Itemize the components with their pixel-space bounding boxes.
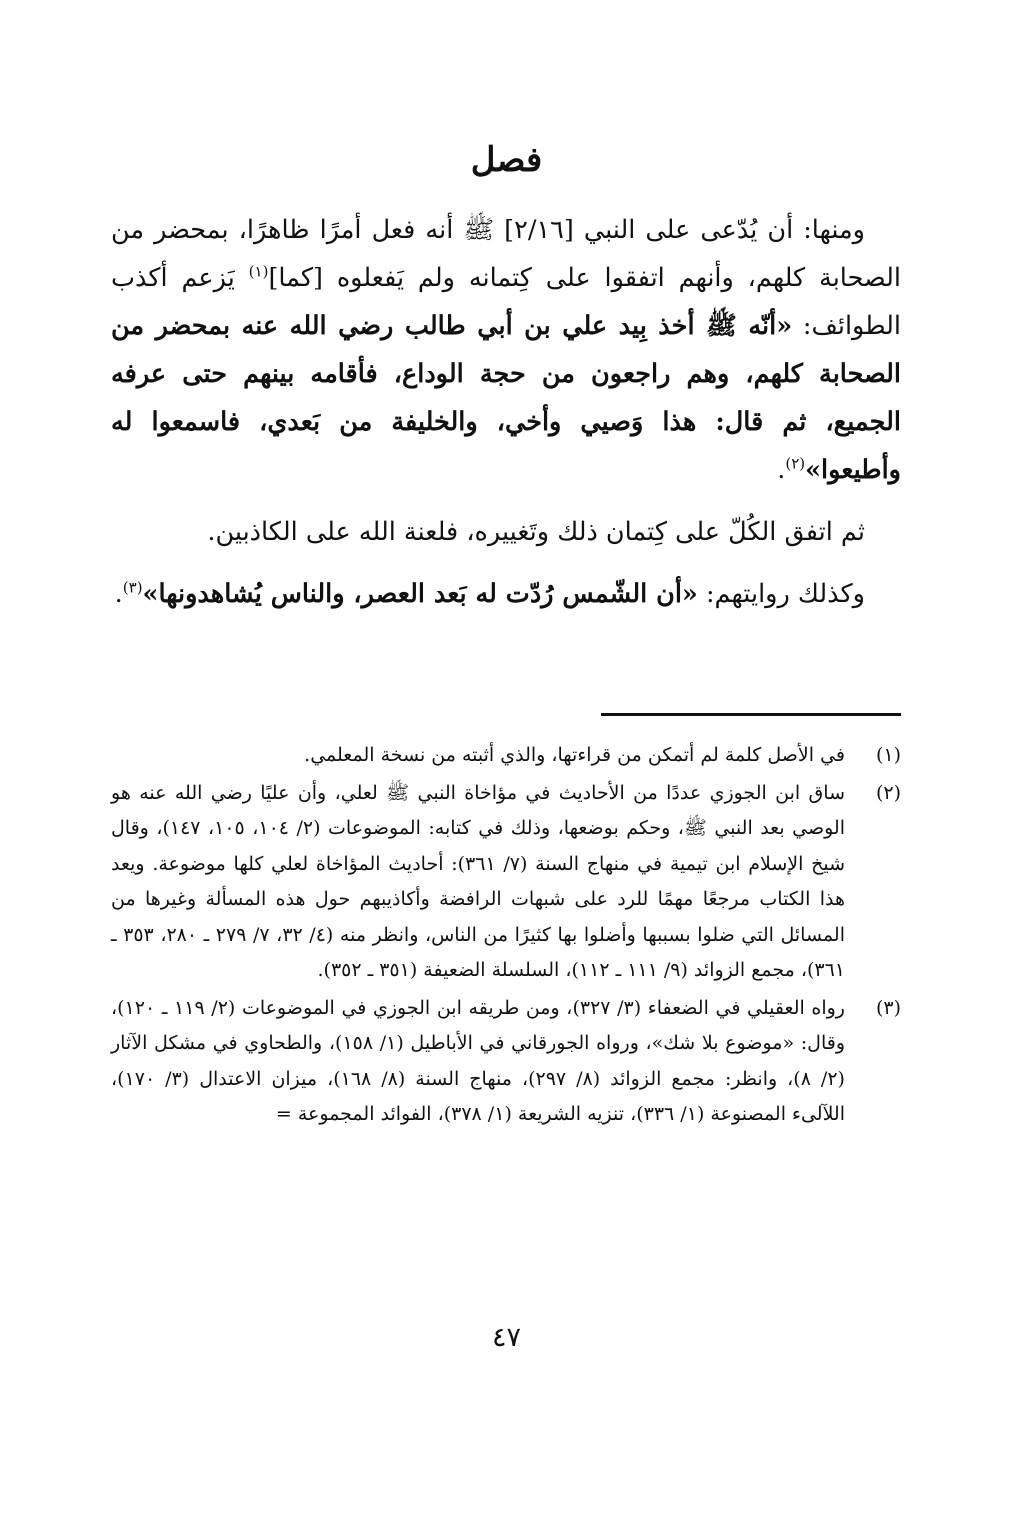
paragraph-1-mid: يَزعم أكذب الطوائف: bbox=[111, 263, 901, 341]
paragraph-1-intro: ومنها: أن يُدّعى على النبي [٢/١٦] ﷺ أنه فعل أمرًا ظاهرًا، بمحضر من الصحابة كلهم، وأنهم اتفقوا على كِتمانه ولم يَفعلوه [كما] bbox=[111, 215, 901, 293]
footnotes bbox=[111, 738, 901, 1135]
paragraph-3 bbox=[111, 570, 901, 618]
paragraph-3-intro: وكذلك روايتهم: bbox=[697, 579, 865, 609]
paragraph-3-end: . bbox=[114, 579, 123, 609]
footnote-number: (٣) bbox=[875, 996, 901, 1019]
footnote-number: (٢) bbox=[875, 781, 901, 804]
footnote-1 bbox=[111, 738, 901, 774]
footnote-3 bbox=[111, 991, 901, 1133]
paragraph-1-end: . bbox=[777, 455, 786, 485]
paragraph-1-quote: «أنّه ﷺ أخذ بِيد علي بن أبي طالب رضي الله عنه بمحضر من الصحابة كلهم، وهم راجعون من حجة الوداع، فأقامه بينهم حتى عرفه الجميع، ثم قال: هذا وَصيي وأخي، والخليفة من بَعدي، فاسمعوا له وأطيعوا» bbox=[111, 311, 901, 485]
footnote-divider bbox=[601, 713, 901, 716]
paragraph-2: ثم اتفق الكُلّ على كِتمان ذلك وتَغييره، فلعنة الله على الكاذبين. bbox=[207, 517, 865, 547]
footnote-ref-2[interactable]: (٢) bbox=[785, 454, 806, 473]
footnote-ref-1[interactable]: (١) bbox=[248, 262, 269, 281]
footnote-ref-3[interactable]: (٣) bbox=[122, 578, 143, 597]
footnote-2 bbox=[111, 776, 901, 989]
section-title: فصل bbox=[470, 140, 543, 180]
footnote-text: ساق ابن الجوزي عددًا من الأحاديث في مؤاخاة النبي ﷺ لعلي، وأن عليًا رضي الله عنه هو الوصي بعد النبي ﷺ، وحكم بوضعها، وذلك في كتابه: الموضوعات (٢/ ١٠٤، ١٠٥، ١٤٧)، وقال شيخ الإسلام ابن تيمية في منهاج السنة (٧/ ٣٦١): أحاديث المؤاخاة لعلي كلها موضوعة. ويعد هذا الكتاب مرجعًا مهمًا للرد على شبهات الرافضة وأكاذيبهم حول هذه المسألة وغيرها من المسائل التي ضلوا بسببها وأضلوا بها كثيرًا من الناس، وانظر منه (٤/ ٣٢، ٧/ ٢٧٩ ـ ٢٨٠، ٣٥٣ ـ ٣٦١)، مجمع الزوائد (٩/ ١١١ ـ ١١٢)، السلسلة الضعيفة (٣٥١ ـ ٣٥٢). bbox=[111, 781, 845, 981]
footnote-text: في الأصل كلمة لم أتمكن من قراءتها، والذي أثبته من نسخة المعلمي. bbox=[304, 744, 845, 766]
footnote-number: (١) bbox=[875, 744, 901, 766]
main-body bbox=[111, 206, 901, 632]
paragraph-1 bbox=[111, 206, 901, 494]
paragraph-3-quote: «أن الشّمس رُدّت له بَعد العصر، والناس يُشاهدونها» bbox=[142, 579, 698, 609]
footnote-text: رواه العقيلي في الضعفاء (٣/ ٣٢٧)، ومن طريقه ابن الجوزي في الموضوعات (٢/ ١١٩ ـ ١٢٠)، وقال: «موضوع بلا شك»، ورواه الجورقاني في الأباطيل (١/ ١٥٨)، والطحاوي في مشكل الآثار (٢/ ٨)، وانظر: مجمع الزوائد (٨/ ٢٩٧)، منهاج السنة (٨/ ١٦٨)، ميزان الاعتدال (٣/ ١٧٠)، اللآلىء المصنوعة (١/ ٣٣٦)، تنزيه الشريعة (١/ ٣٧٨)، الفوائد المجموعة = bbox=[111, 996, 845, 1125]
page-number: ٤٧ bbox=[491, 1322, 521, 1353]
